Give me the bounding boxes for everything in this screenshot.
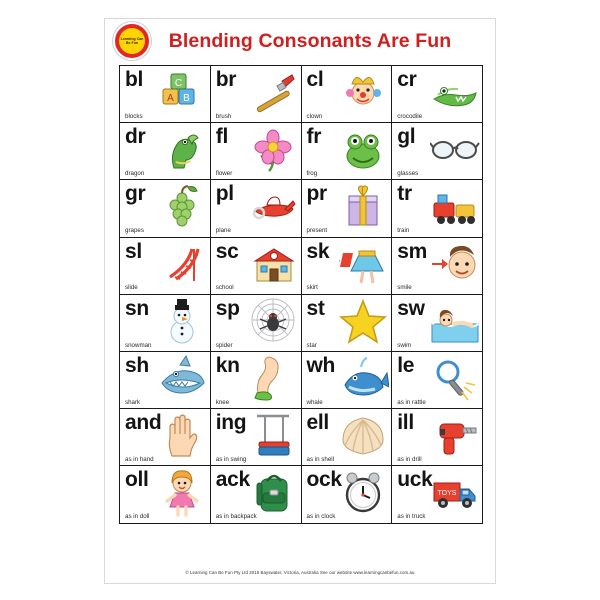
svg-text:C: C [174,78,182,89]
blend-word: plane [215,227,231,235]
svg-text:B: B [182,93,190,104]
blend-cell [302,409,393,466]
blend-cell [120,66,211,123]
blend-word: train [397,227,410,235]
blend-label: uck [397,468,433,492]
blend-label: st [306,296,325,320]
blend-word: brush [215,112,232,120]
blend-cell [120,409,211,466]
blend-word: whale [306,398,323,406]
clown-icon [339,69,389,117]
clock-icon [339,469,389,517]
blend-word: snowman [125,341,152,349]
smile-icon [430,241,480,289]
poster-header [105,19,495,63]
blend-cell [302,295,393,352]
blend-label: br [215,68,237,91]
frog-icon [339,126,389,174]
swim-icon [430,298,480,346]
crocodile-icon [430,69,480,117]
blend-label: fr [306,125,322,149]
whale-icon [339,355,389,403]
blend-label: wh [306,353,336,377]
school-icon [249,241,299,289]
slide-icon [158,241,208,289]
blend-label: sh [125,353,149,377]
blend-cell [392,352,483,409]
blend-label: pl [215,182,234,206]
svg-text:TOYS: TOYS [437,490,457,498]
svg-text:A: A [166,93,174,104]
blend-label: kn [215,353,240,377]
blend-label: tr [397,182,412,206]
blend-word: grapes [125,227,144,235]
blocks-icon [158,69,208,117]
blend-label: ill [397,411,414,435]
blend-label: sw [397,296,425,320]
blend-label: sk [306,239,330,263]
blend-cell [120,352,211,409]
blend-word: shark [125,398,141,406]
blend-word: as in rattle [397,398,426,406]
blend-cell [211,180,302,237]
knee-icon [249,355,299,403]
blend-label: ing [215,411,247,435]
blend-label: and [125,411,162,435]
blend-word: frog [306,169,318,177]
blend-cell [211,352,302,409]
blend-cell [302,352,393,409]
blend-word: dragon [125,169,145,177]
blend-word: clown [306,112,323,120]
blend-label: cr [397,68,417,91]
glasses-icon [430,126,480,174]
blend-label: le [397,353,415,377]
brand-logo [113,22,151,60]
blend-label: dr [125,125,146,149]
blend-label: ock [306,468,342,492]
blend-cell [392,66,483,123]
brand-logo-label: Learning Can Be Fun [120,37,144,45]
backpack-icon [249,469,299,517]
swing-icon [249,412,299,460]
copyright-footer: © Learning Can Be Fun Pty Ltd 2015 Bayswater, Victoria, Australia See our website www.learningcanbefun.com.au [185,570,415,575]
plane-icon [249,183,299,231]
blend-word: smile [397,284,412,292]
blend-label: sm [397,239,428,263]
drill-icon [430,412,480,460]
blend-label: sp [215,296,240,320]
flower-icon [249,126,299,174]
brush-icon [249,69,299,117]
blend-word: flower [215,169,233,177]
blend-word: as in hand [125,455,154,463]
blend-word: school [215,284,234,292]
blend-word: spider [215,341,233,349]
blend-label: fl [215,125,228,149]
blend-word: slide [125,284,138,292]
blend-word: swim [397,341,412,349]
blend-cell [211,466,302,523]
blend-label: ack [215,468,250,492]
blend-cell [211,123,302,180]
blend-word: as in drill [397,455,422,463]
blend-cell [211,66,302,123]
grapes-icon [158,183,208,231]
skirt-icon [339,241,389,289]
blend-label: bl [125,68,144,91]
blend-cell [120,123,211,180]
blend-label: ell [306,411,329,435]
blend-label: oll [125,468,149,492]
blend-cell [392,409,483,466]
blend-label: sc [215,239,239,263]
blend-cell [392,123,483,180]
blend-label: gl [397,125,416,149]
spider-icon [249,298,299,346]
blend-cell [302,123,393,180]
blend-label: gr [125,182,146,206]
dragon-icon [158,126,208,174]
blend-cell [392,295,483,352]
blend-cell [302,180,393,237]
blend-word: as in truck [397,513,426,521]
blend-cell [302,66,393,123]
blend-cell [211,238,302,295]
rattle-icon [430,355,480,403]
blend-label: pr [306,182,327,206]
blend-word: as in backpack [215,513,257,521]
blend-cell [302,466,393,523]
blend-cell [392,466,483,523]
blend-word: star [306,341,317,349]
blend-word: crocodile [397,112,423,120]
truck-icon [430,469,480,517]
shark-icon [158,355,208,403]
poster [104,18,496,584]
star-icon [339,298,389,346]
shell-icon [339,412,389,460]
blend-label: sl [125,239,142,263]
blend-label: cl [306,68,324,91]
blend-cell [120,180,211,237]
present-icon [339,183,389,231]
blend-word: as in clock [306,513,336,521]
blend-cell [211,295,302,352]
blend-word: present [306,227,328,235]
page-title: Blending Consonants Are Fun [168,29,452,52]
train-icon [430,183,480,231]
doll-icon [158,469,208,517]
blend-label: sn [125,296,149,320]
brand-logo-inner [119,28,145,54]
blend-word: as in shell [306,455,335,463]
blend-cell [120,466,211,523]
blend-word: skirt [306,284,318,292]
blend-cell [120,238,211,295]
blend-word: glasses [397,169,419,177]
hand-icon [158,412,208,460]
blend-cell [120,295,211,352]
blend-word: knee [215,398,230,406]
blend-word: blocks [125,112,143,120]
blend-cell [211,409,302,466]
blends-grid [119,65,483,524]
blend-cell [392,180,483,237]
blend-word: as in doll [125,513,150,521]
blend-cell [302,238,393,295]
blend-word: as in swing [215,455,247,463]
blend-cell [392,238,483,295]
snowman-icon [158,298,208,346]
